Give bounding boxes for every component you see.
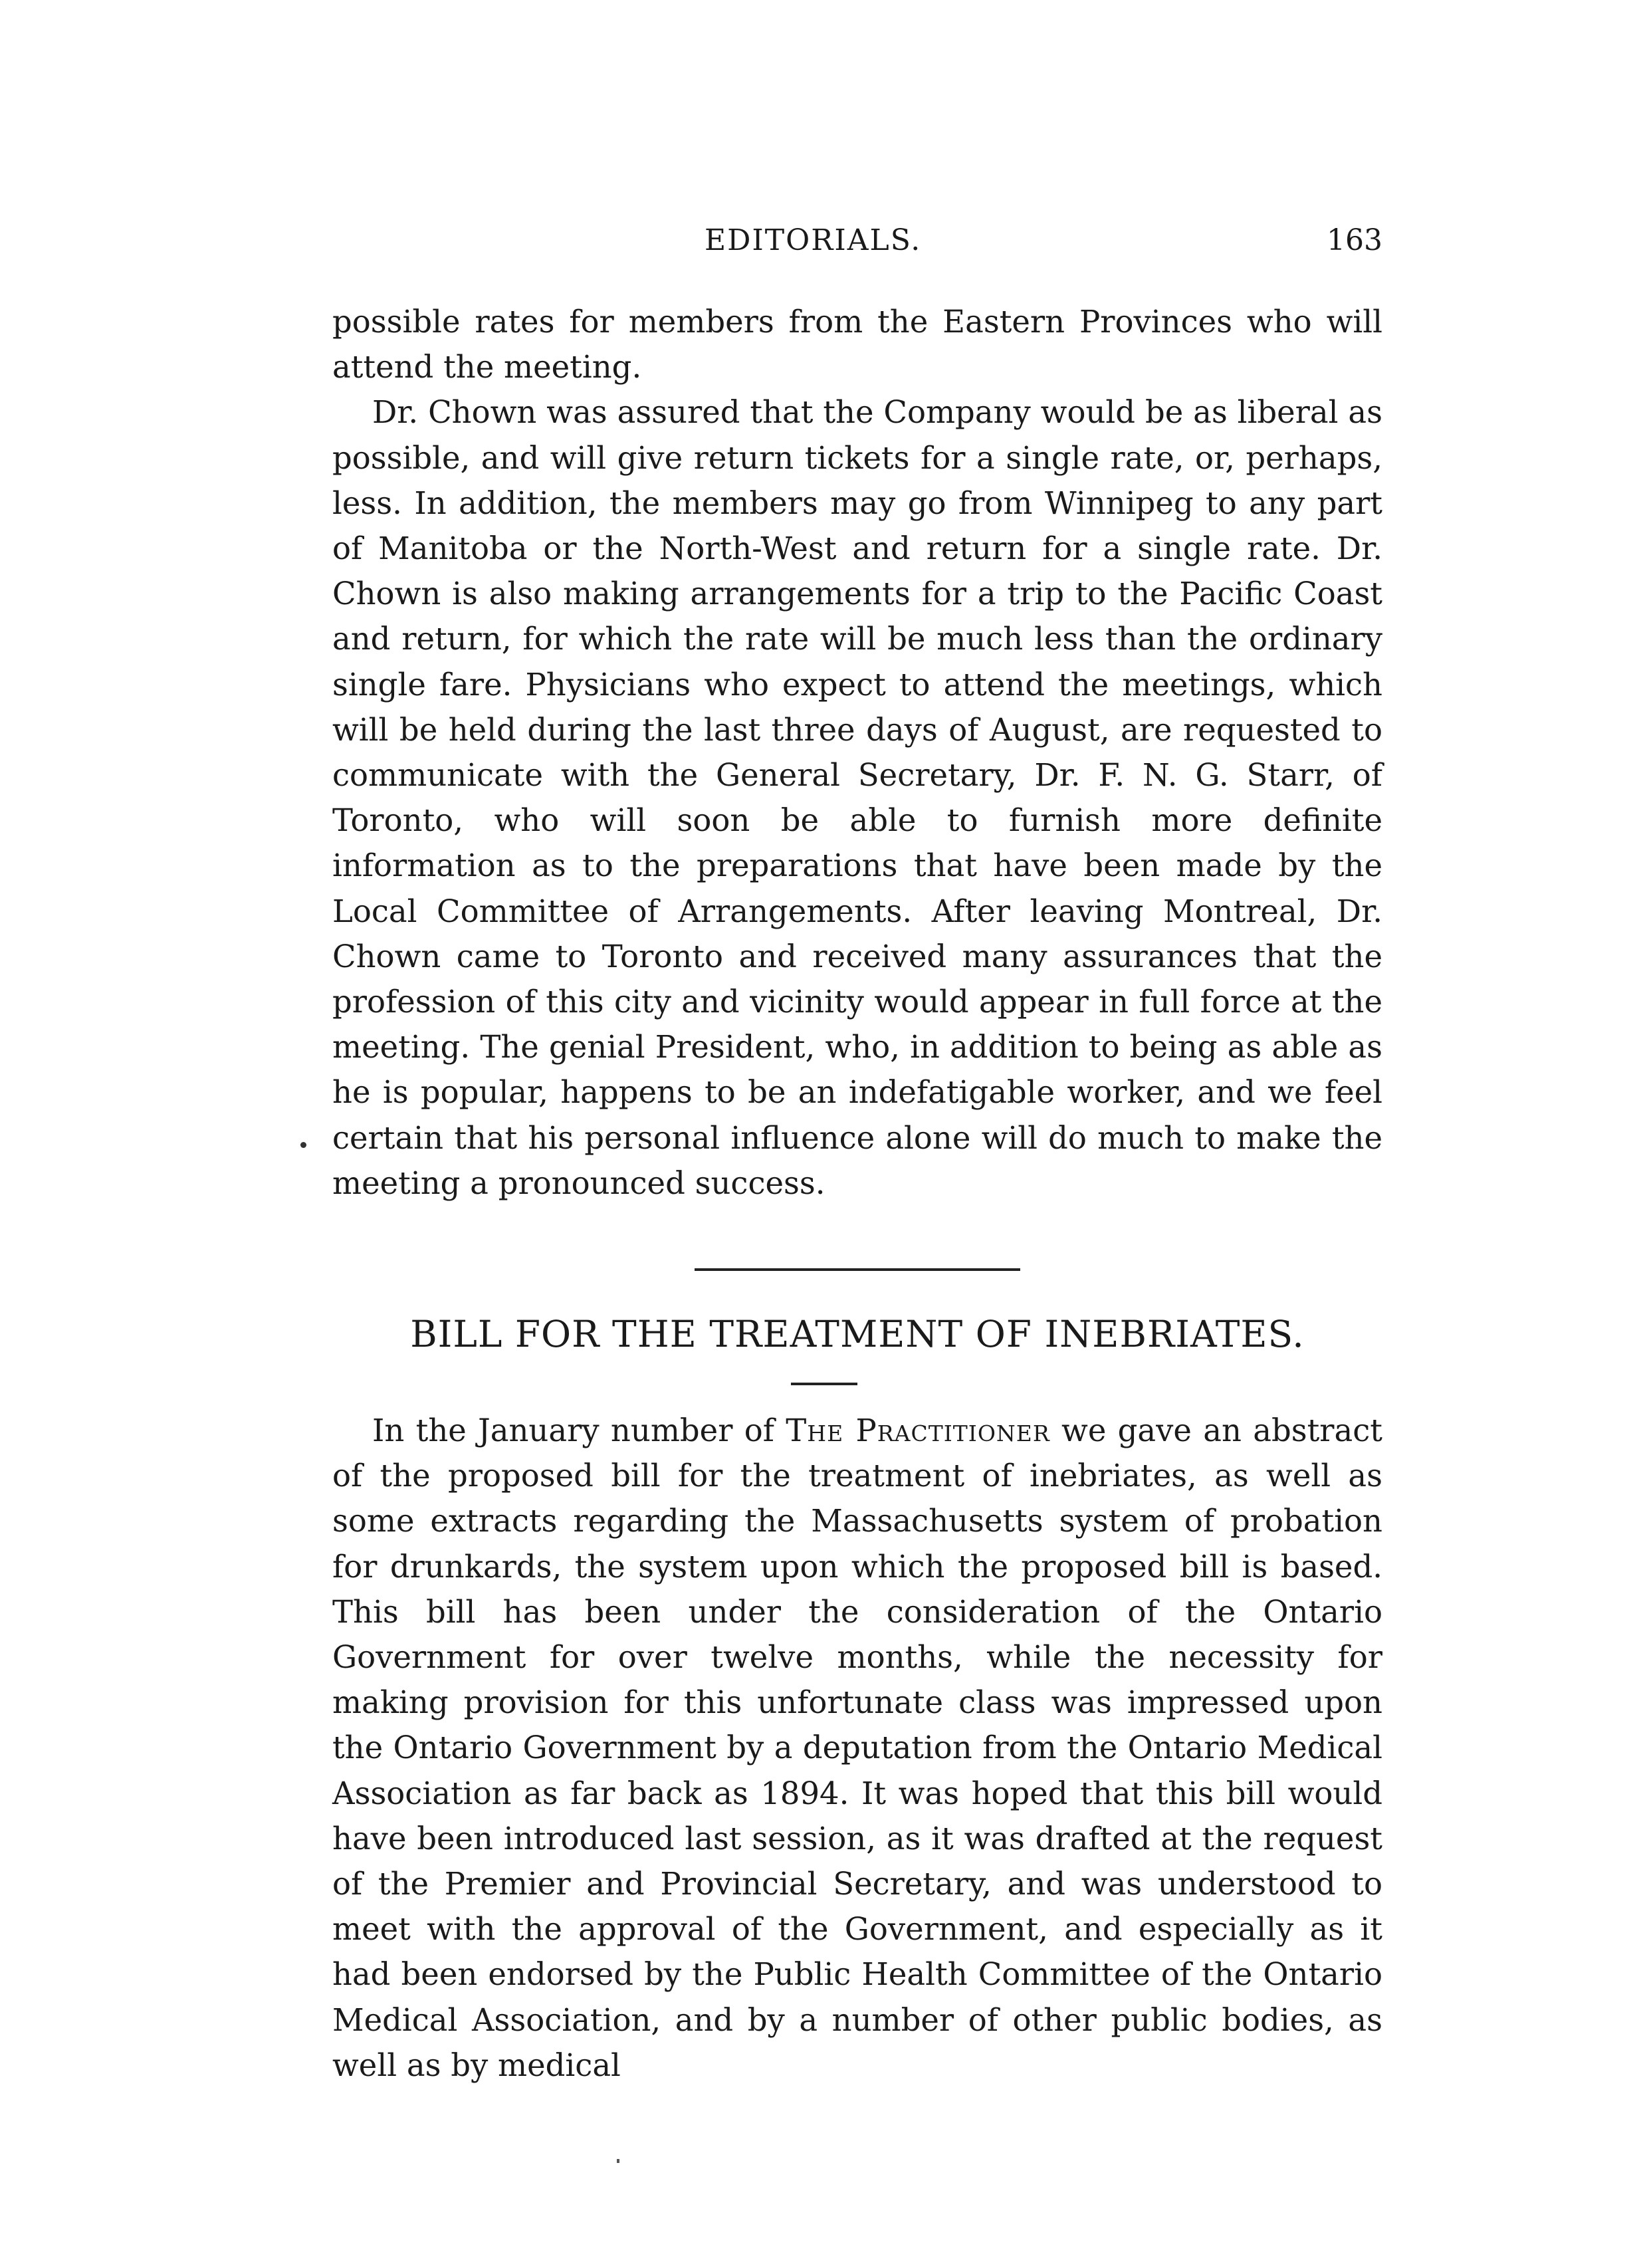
print-speck [617,2159,619,2163]
page-number: 163 [1327,223,1382,257]
paragraph-chown-arrangements: Dr. Chown was assured that the Company would be as liberal as possible, and will give return tickets for a single rate, or, perhaps, less. In addition, the members may go from Winnipeg to any part of Manitoba or the North-West and return for a single rate. Dr. Chown is also making arrangements for a trip to the Pacific Coast and return, for which the rate will be much less than the ordinary single fare. Physicians who expect to attend the meetings, which will be held during the last three days of August, are requested to communicate with the General Secretary, Dr. F. N. G. Starr, of Toronto, who will soon be able to furnish more definite information as to the preparations that have been made by the Local Committee of Arrangements. After leaving Montreal, Dr. Chown came to Toronto and received many assurances that the profession of this city and vicinity would appear in full force at the meeting. The genial President, who, in addition to being as able as he is popular, happens to be an indefatigable worker, and we feel certain that his personal influence alone will do much to make the meeting a pronounced success. [332,394,1382,1201]
article-paragraph [332,1408,1382,2088]
inebriates-article [332,1408,1382,2088]
article-lead-in: In the January number of [372,1413,786,1448]
running-head: EDITORIALS. [705,223,922,257]
editorial-continuation [332,299,1382,1206]
article-body: we gave an abstract of the proposed bill for the treatment of inebriates, as well as some extracts regarding the Massachusetts system of probation for drunkards, the system upon which the proposed bill is based. This bill has been under the consideration of the Ontario Government for over twelve months, while the necessity for making provision for this unfortunate class was impressed upon the Ontario Government by a deputation from the Ontario Medical Association as far back as 1894. It was hoped that this bill would have been introduced last session, as it was drafted at the request of the Premier and Provincial Secretary, and was understood to meet with the approval of the Government, and especially as it had been endorsed by the Public Health Committee of the Ontario Medical Association, and by a number of other public bodies, as well as by medical [332,1413,1382,2083]
section-divider-rule [695,1268,1020,1271]
margin-mark [300,1142,306,1148]
section-title: BILL FOR THE TREATMENT OF INEBRIATES. [410,1313,1305,1355]
page-header [332,223,1382,270]
paragraph-continued: possible rates for members from the Eastern Provinces who will attend the meeting. [332,304,1382,386]
journal-name: The Practitioner [786,1413,1050,1448]
title-underline-rule [791,1383,857,1385]
